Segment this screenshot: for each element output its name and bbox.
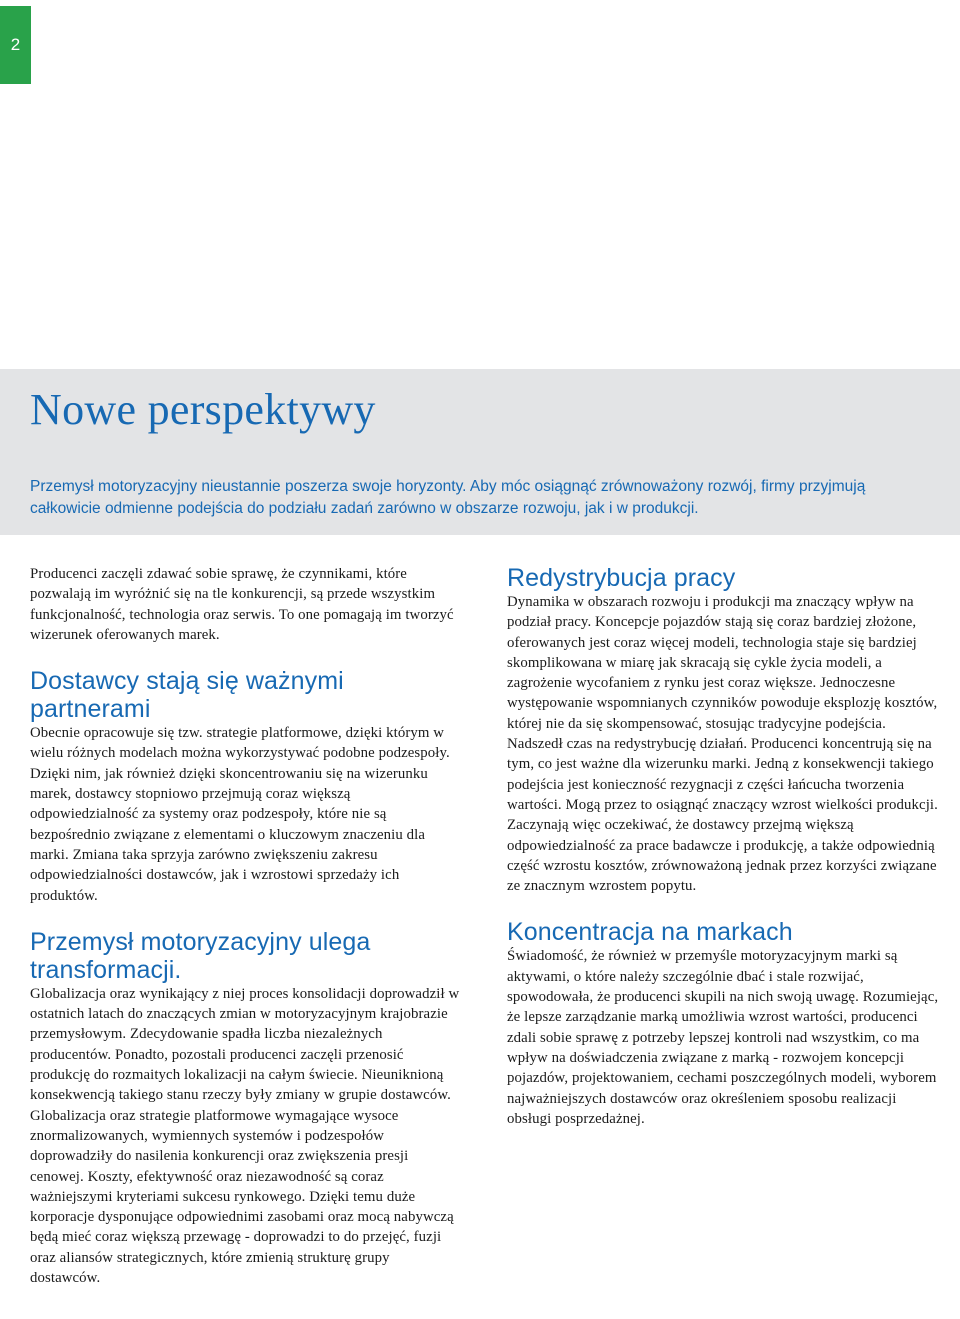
section-heading-brands: Koncentracja na markach: [507, 918, 793, 947]
left-column: [30, 564, 462, 1288]
section-heading-transformation: Przemysł motoryzacyjny ulega transformacji.: [30, 927, 371, 984]
section-body-redistribution: Dynamika w obszarach rozwoju i produkcji ma znaczący wpływ na podział pracy. Koncepcje pojazdów stają się coraz bardziej złożone, oferowanych jest coraz więcej modeli, technologia staje się bardziej skomplikowana w miarę jak skracają się cykle życia modeli, a zagrożenie wycofaniem z rynku jest coraz większe. Jednoczesne występowanie wspomnianych czynników powoduje eksplozję kosztów, której nie da się skompensować, stosując tradycyjne podejścia. Nadszedł czas na redystrybucję działań. Producenci koncentrują się na tym, co jest ważne dla wizerunku marki. Jedną z konsekwencji takiego podejścia jest konieczność rezygnacji z części łańcucha tworzenia wartości. Mogą przez to osiągnąć znaczący wzrost wielkości produkcji. Zaczynają więc oczekiwać, że dostawcy przejmą większą odpowiedzialność za prace badawcze i produkcję, a także odpowiednią część wzrostu kosztów, zrównoważoną jednak przez korzyści związane ze znacznym wzrostem popytu.: [507, 594, 938, 895]
intro-paragraph: Przemysł motoryzacyjny nieustannie poszerza swoje horyzonty. Aby móc osiągnąć zrównoważony rozwój, firmy przyjmują całkowicie odmienne podejścia do podziału zadań zarówno w obszarze rozwoju, jak i w produkcji.: [30, 478, 866, 517]
lead-paragraph: Producenci zaczęli zdawać sobie sprawę, że czynnikami, które pozwalają im wyróżnić się na tle konkurencji, są przede wszystkim funkcjonalność, technologia oraz serwis. To one pomagają im tworzyć wizerunek oferowanych marek.: [30, 566, 454, 643]
page-number: 2: [10, 35, 21, 54]
section-heading-redistribution: Redystrybucja pracy: [507, 564, 736, 592]
page-number-tab: [0, 6, 31, 84]
section-body-brands: Świadomość, że również w przemyśle motoryzacyjnym marki są aktywami, o które należy szczególnie dbać i stale rozwijać, spowodowała, że producenci skupili na nich swoją uwagę. Rozumiejąc, że lepsze zarządzanie marką umożliwia wzrost wartości, producenci zdali sobie sprawę z potrzeby lepszej kontroli nad wszystkim, co ma wpływ na doświadczenia związane z marką - rozwojem koncepcji pojazdów, projektowaniem, cechami poszczególnych modeli, wyborem najważniejszych dostawców oraz określeniem sposobu realizacji obsługi posprzedażnej.: [507, 948, 939, 1127]
section-body-transformation: Globalizacja oraz wynikający z niej proces konsolidacji doprowadził w ostatnich latach do znaczących zmian w motoryzacyjnym krajobrazie przemysłowym. Zdecydowanie spadła liczba niezależnych producentów. Ponadto, pozostali producenci zaczęli przenosić produkcję do rozmaitych lokalizacji na całym świecie. Nieuniknioną konsekwencją takiego stanu rzeczy były zmiany w grupie dostawców. Globalizacja oraz strategie platformowe wymagające wysoce znormalizowanych, wymiennych systemów i podzespołów doprowadziły do nasilenia konkurencji oraz zwiększenia presji cenowej. Koszty, efektywność oraz niezawodność są coraz ważniejszymi kryteriami sukcesu rynkowego. Dzięki temu duże korporacje dysponujące odpowiednimi zasobami oraz mocą nabywczą będą mieć coraz większą przewagę - doprowadzi to do przejęć, fuzji oraz aliansów strategicznych, które zmienią strukturę grupy dostawców.: [30, 985, 460, 1287]
section-heading-suppliers: Dostawcy stają się ważnymi partnerami: [30, 667, 344, 724]
section-body-suppliers: Obecnie opracowuje się tzw. strategie platformowe, dzięki którym w wielu różnych modelach można wykorzystywać podobne podzespoły. Dzięki nim, jak również dzięki skoncentrowaniu się na wizerunku marek, dostawcy stopniowo przejmują coraz większą odpowiedzialność za systemy oraz podzespoły, które nie są bezpośrednio związane z elementami o kluczowym znaczeniu dla marki. Zmiana taka sprzyja zarówno zwiększeniu zakresu odpowiedzialności dostawców, jak i wzrostowi sprzedaży ich produktów.: [30, 725, 450, 904]
right-column: [507, 564, 939, 1129]
page-title: Nowe perspektywy: [30, 385, 376, 434]
